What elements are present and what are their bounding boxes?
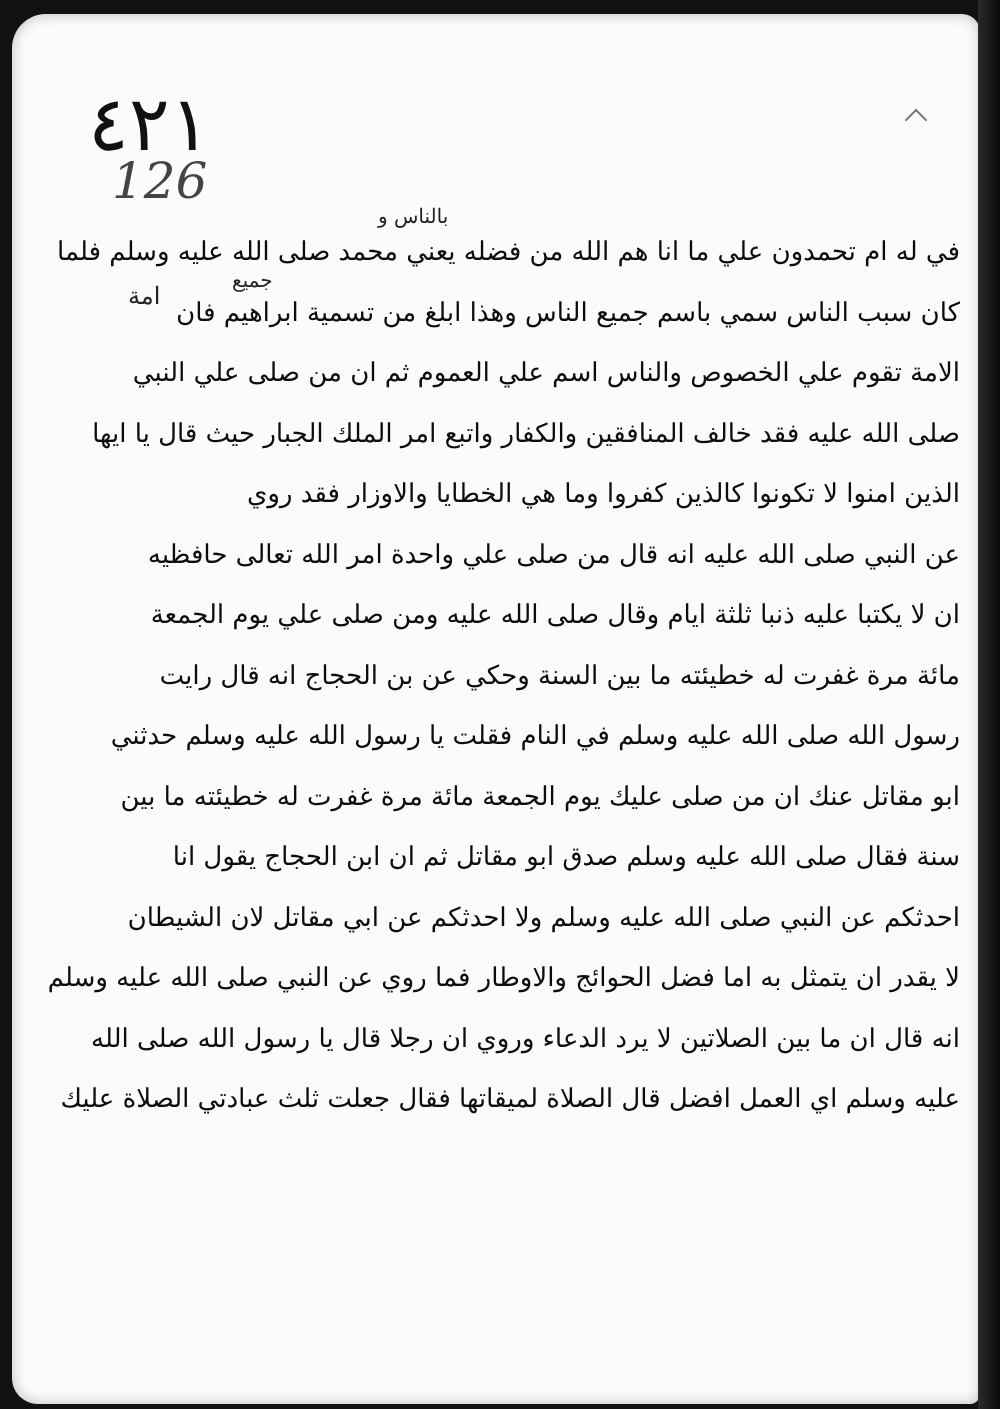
text-line: عليه وسلم اي العمل افضل قال الصلاة لميقاتها فقال جعلت ثلث عبادتي الصلاة عليك: [60, 1084, 960, 1114]
margin-note: امة: [128, 282, 161, 310]
text-line: مائة مرة غفرت له خطيئته ما بين السنة وحكي عن بن الحجاج انه قال رايت: [159, 660, 960, 691]
text-line: سنة فقال صلى الله عليه وسلم صدق ابو مقاتل ثم ان ابن الحجاج يقول انا: [172, 842, 960, 872]
text-line: صلى الله عليه فقد خالف المنافقين والكفار واتبع امر الملك الجبار حيث قال يا ايها: [92, 418, 960, 449]
manuscript-text: [47, 222, 960, 1130]
text-line: في له ام تحمدون علي ما انا هم الله من فضله يعني محمد صلى الله عليه وسلم فلما: [57, 237, 960, 267]
text-line: انه قال ان ما بين الصلاتين لا يرد الدعاء وروي ان رجلا قال يا رسول الله صلى الله: [91, 1023, 960, 1054]
text-line: ابو مقاتل عنك ان من صلى عليك يوم الجمعة مائة مرة غفرت له خطيئته ما بين: [120, 781, 960, 812]
text-line: عن النبي صلى الله عليه انه قال من صلى علي واحدة امر الله تعالى حافظيه: [147, 539, 960, 570]
text-line: لا يقدر ان يتمثل به اما فضل الحوائج والاوطار فما روي عن النبي صلى الله عليه وسلم: [47, 963, 960, 993]
folio-number-arabic: ١٢٤: [88, 79, 211, 168]
folio-number-pencil: 126: [112, 152, 208, 210]
text-line: الامة تقوم علي الخصوص والناس اسم علي العموم ثم ان من صلى علي النبي: [132, 358, 960, 388]
text-line: رسول الله صلى الله عليه وسلم في النام فقلت يا رسول الله عليه وسلم حدثني: [110, 721, 960, 751]
text-line: ان لا يكتبا عليه ذنبا ثلثة ايام وقال صلى الله عليه ومن صلى علي يوم الجمعة: [150, 600, 960, 630]
page-edge: [978, 0, 1000, 1409]
interlinear-gloss: بالناس و: [378, 204, 449, 228]
interlinear-gloss: جميع: [232, 268, 273, 292]
text-line: الذين امنوا لا تكونوا كالذين كفروا وما هي الخطايا والاوزار فقد روي: [247, 479, 960, 509]
text-line: احدثكم عن النبي صلى الله عليه وسلم ولا احدثكم عن ابي مقاتل لان الشيطان: [127, 902, 960, 933]
text-line: كان سبب الناس سمي باسم جميع الناس وهذا ابلغ من تسمية ابراهيم فان: [176, 297, 960, 328]
